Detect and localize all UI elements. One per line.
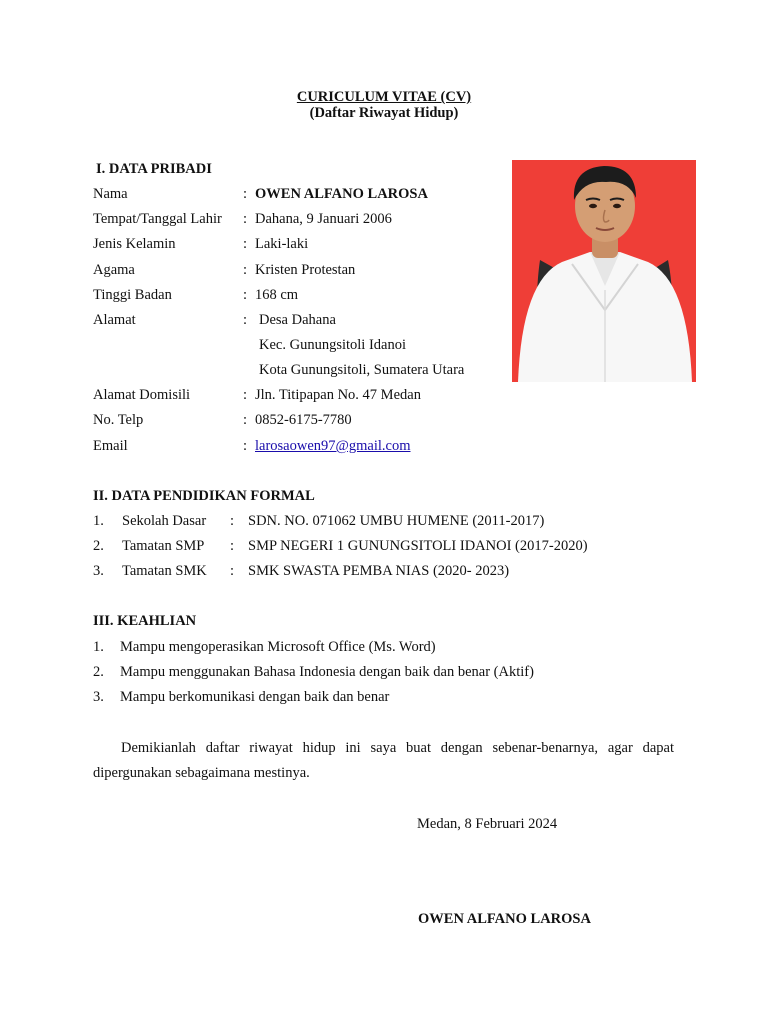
personal-label-ttl: Tempat/Tanggal Lahir bbox=[93, 211, 222, 227]
education-value: SMK SWASTA PEMBA NIAS (2020- 2023) bbox=[248, 563, 510, 579]
personal-label-telp: No. Telp bbox=[93, 412, 144, 428]
colon: : bbox=[243, 287, 248, 303]
colon: : bbox=[230, 563, 235, 579]
signature-name: OWEN ALFANO LAROSA bbox=[418, 911, 591, 927]
personal-value-tinggi: 168 cm bbox=[255, 287, 299, 303]
colon: : bbox=[230, 538, 235, 554]
skill-item: Mampu mengoperasikan Microsoft Office (Ms. Word) bbox=[120, 639, 436, 655]
education-label: Tamatan SMK bbox=[122, 563, 207, 579]
colon: : bbox=[243, 186, 248, 202]
personal-label-tinggi: Tinggi Badan bbox=[93, 287, 172, 303]
skill-item: Mampu menggunakan Bahasa Indonesia dengan baik dan benar (Aktif) bbox=[120, 664, 534, 680]
personal-value-ttl: Dahana, 9 Januari 2006 bbox=[255, 211, 392, 227]
colon: : bbox=[243, 387, 248, 403]
list-number: 2. bbox=[93, 664, 104, 680]
closing-paragraph-line-2: dipergunakan sebagaimana mestinya. bbox=[93, 765, 310, 781]
document-subtitle: (Daftar Riwayat Hidup) bbox=[309, 105, 459, 121]
personal-label-jenis-kelamin: Jenis Kelamin bbox=[93, 236, 176, 252]
closing-paragraph-line-1: Demikianlah daftar riwayat hidup ini saya buat dengan sebenar-benarnya, agar dapat bbox=[121, 740, 674, 756]
document-title: CURICULUM VITAE (CV) bbox=[296, 89, 472, 105]
personal-label-agama: Agama bbox=[93, 262, 135, 278]
list-number: 3. bbox=[93, 689, 104, 705]
skill-item: Mampu berkomunikasi dengan baik dan benar bbox=[120, 689, 390, 705]
personal-label-email: Email bbox=[93, 438, 128, 454]
education-value: SMP NEGERI 1 GUNUNGSITOLI IDANOI (2017-2020) bbox=[248, 538, 588, 554]
personal-value-agama: Kristen Protestan bbox=[255, 262, 356, 278]
personal-label-domisili: Alamat Domisili bbox=[93, 387, 191, 403]
list-number: 2. bbox=[93, 538, 104, 554]
personal-value-domisili: Jln. Titipapan No. 47 Medan bbox=[255, 387, 421, 403]
colon: : bbox=[243, 412, 248, 428]
personal-value-telp: 0852-6175-7780 bbox=[255, 412, 352, 428]
personal-value-nama: OWEN ALFANO LAROSA bbox=[255, 186, 428, 202]
list-number: 3. bbox=[93, 563, 104, 579]
list-number: 1. bbox=[93, 639, 104, 655]
colon: : bbox=[230, 513, 235, 529]
section-heading-education: II. DATA PENDIDIKAN FORMAL bbox=[93, 488, 315, 504]
email-link[interactable]: larosaowen97@gmail.com bbox=[255, 438, 411, 454]
personal-value-alamat-3: Kota Gunungsitoli, Sumatera Utara bbox=[259, 362, 465, 378]
personal-label-alamat: Alamat bbox=[93, 312, 136, 328]
profile-photo bbox=[512, 160, 696, 382]
place-date: Medan, 8 Februari 2024 bbox=[417, 816, 558, 832]
personal-value-jenis-kelamin: Laki-laki bbox=[255, 236, 309, 252]
colon: : bbox=[243, 262, 248, 278]
colon: : bbox=[243, 438, 248, 454]
section-heading-skills: III. KEAHLIAN bbox=[93, 613, 197, 629]
education-label: Sekolah Dasar bbox=[122, 513, 207, 529]
person-portrait-illustration bbox=[512, 160, 696, 382]
personal-value-alamat-1: Desa Dahana bbox=[259, 312, 336, 328]
education-value: SDN. NO. 071062 UMBU HUMENE (2011-2017) bbox=[248, 513, 545, 529]
personal-label-nama: Nama bbox=[93, 186, 128, 202]
personal-value-alamat-2: Kec. Gunungsitoli Idanoi bbox=[259, 337, 406, 353]
colon: : bbox=[243, 312, 248, 328]
education-label: Tamatan SMP bbox=[122, 538, 205, 554]
list-number: 1. bbox=[93, 513, 104, 529]
colon: : bbox=[243, 211, 248, 227]
colon: : bbox=[243, 236, 248, 252]
section-heading-personal: I. DATA PRIBADI bbox=[96, 161, 212, 177]
